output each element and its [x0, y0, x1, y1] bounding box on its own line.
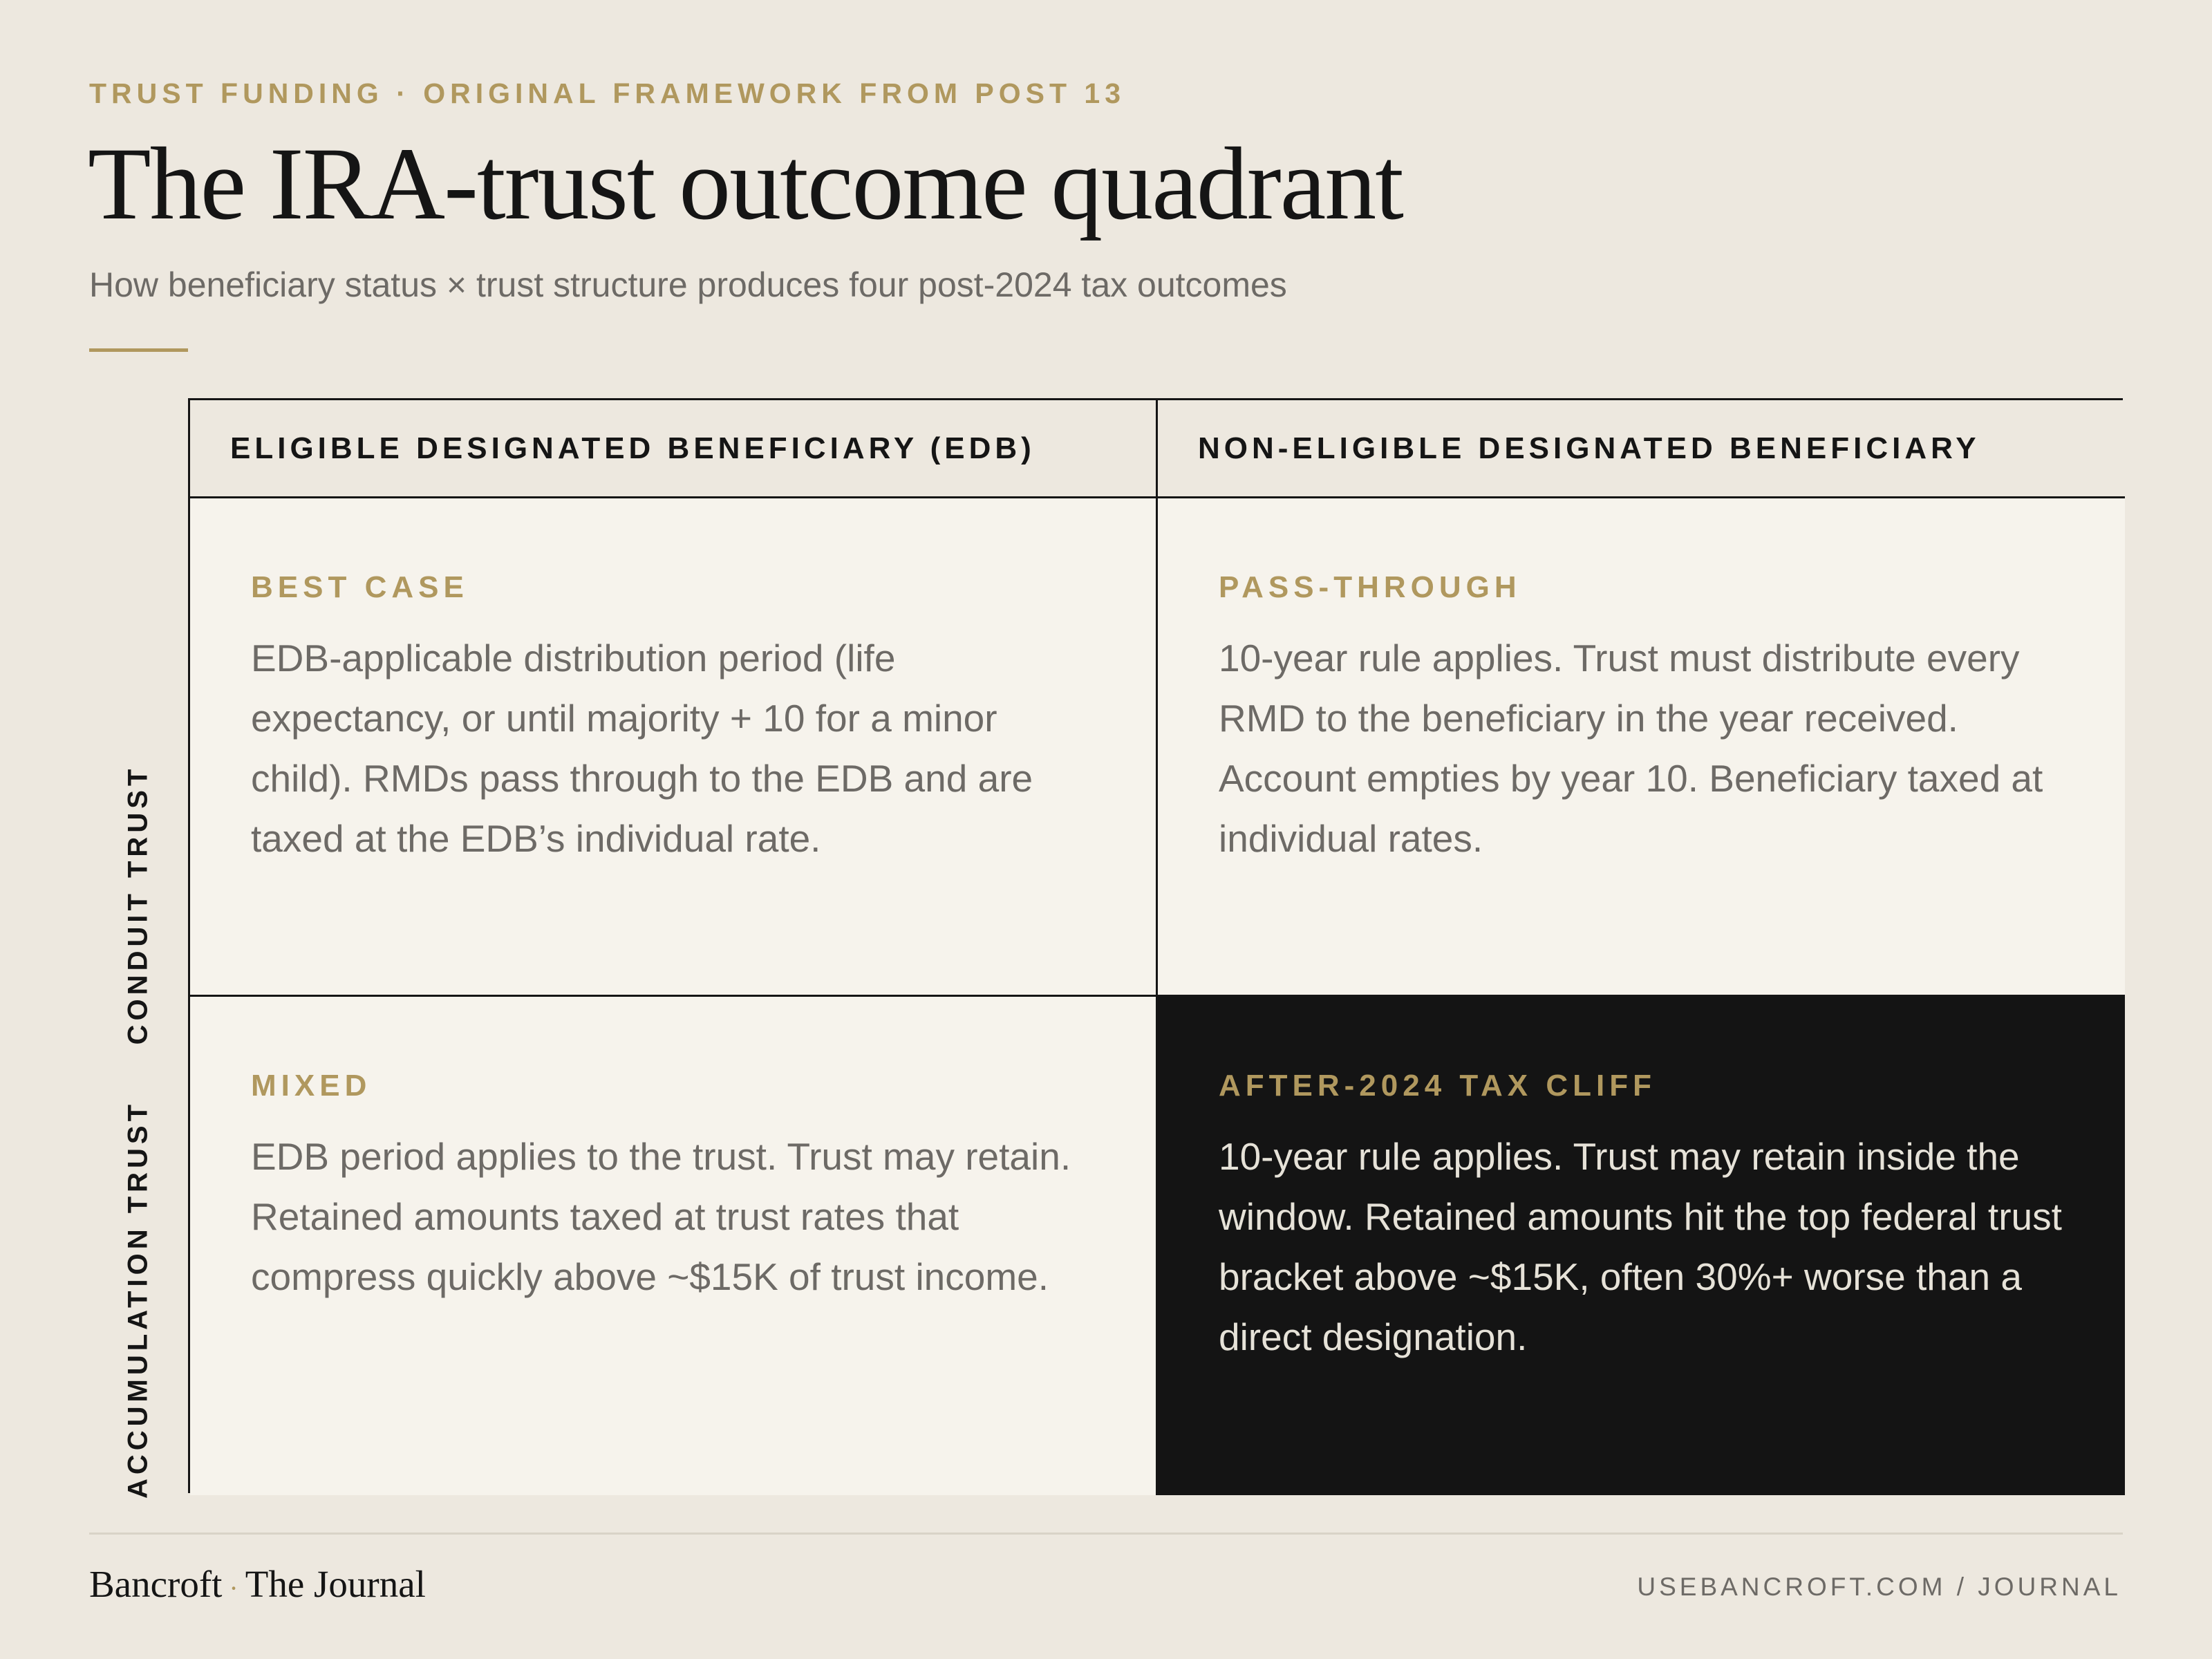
quadrant-best-case — [190, 498, 1158, 997]
publication-name: The Journal — [245, 1563, 426, 1605]
quadrant-tag: BEST CASE — [251, 570, 469, 604]
column-header-edb: ELIGIBLE DESIGNATED BENEFICIARY (EDB) — [190, 400, 1158, 498]
quadrant-tag: MIXED — [251, 1069, 372, 1103]
quadrant-tax-cliff — [1158, 997, 2125, 1495]
page-subtitle: How beneficiary status × trust structure produces four post-2024 tax outcomes — [89, 265, 1287, 304]
brand-name: Bancroft — [89, 1563, 223, 1605]
footer-divider — [89, 1533, 2123, 1535]
accent-divider — [89, 348, 188, 352]
footer-brand — [89, 1562, 426, 1606]
quadrant-description: EDB-applicable distribution period (life expectancy, or until majority + 10 for a minor child). RMDs pass through to the EDB and are taxed at the EDB’s individual rate. — [251, 637, 1033, 860]
page-title: The IRA-trust outcome quadrant — [88, 126, 1403, 241]
quadrant-tag: PASS-THROUGH — [1219, 570, 1521, 604]
brand-separator: · — [229, 1572, 238, 1604]
row-label-accumulation-trust: ACCUMULATION TRUST — [122, 1100, 153, 1499]
quadrant-tag: AFTER-2024 TAX CLIFF — [1219, 1069, 1657, 1103]
quadrant-mixed — [190, 997, 1158, 1495]
outcome-quadrant-grid — [188, 398, 2123, 1493]
quadrant-pass-through — [1158, 498, 2125, 997]
quadrant-description: 10-year rule applies. Trust may retain inside the window. Retained amounts hit the top federal trust bracket above ~$15K, often 30%+ worse than a direct designation. — [1219, 1135, 2062, 1358]
quadrant-description: EDB period applies to the trust. Trust may retain. Retained amounts taxed at trust rates that compress quickly above ~$15K of trust income. — [251, 1135, 1071, 1298]
quadrant-description: 10-year rule applies. Trust must distribute every RMD to the beneficiary in the year received. Account empties by year 10. Beneficiary taxed at individual rates. — [1219, 637, 2043, 860]
column-header-non-edb: NON-ELIGIBLE DESIGNATED BENEFICIARY — [1158, 400, 2125, 498]
row-label-conduit-trust: CONDUIT TRUST — [122, 765, 153, 1045]
footer-url: USEBANCROFT.COM / JOURNAL — [1637, 1573, 2121, 1601]
eyebrow-label: TRUST FUNDING · ORIGINAL FRAMEWORK FROM POST 13 — [89, 77, 1126, 109]
